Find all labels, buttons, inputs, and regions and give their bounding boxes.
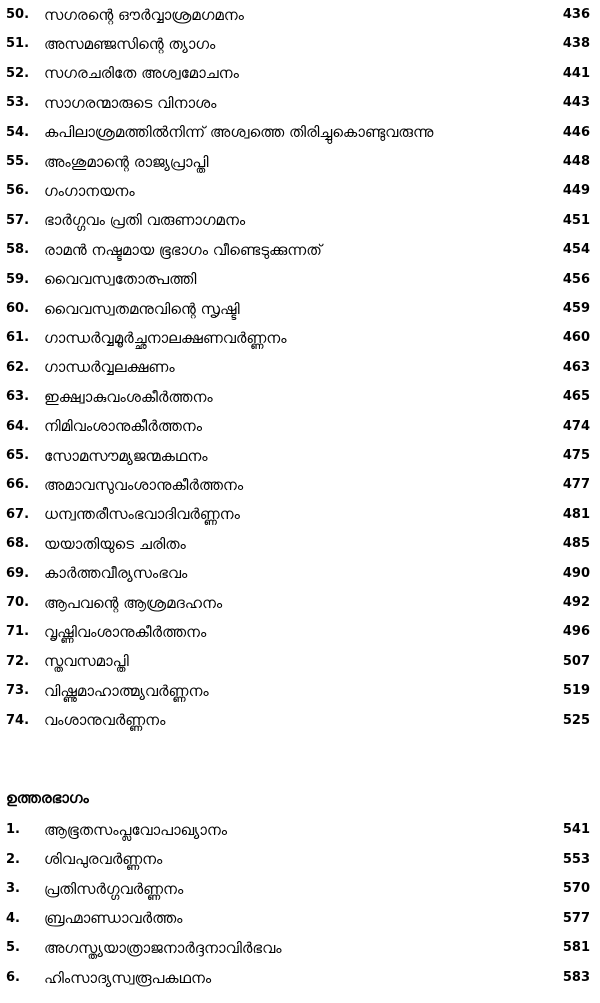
entry-number: 51.: [6, 36, 30, 52]
entry-page-number: 570: [562, 881, 590, 897]
entry-number: 59.: [6, 271, 30, 287]
entry-title: വൃഷ്ണിവംശാനുകീർത്തനം: [44, 622, 207, 641]
toc-entry: [0, 529, 600, 558]
toc-entry: [0, 382, 600, 411]
entry-page-number: 448: [562, 154, 590, 169]
entry-number: 52.: [6, 65, 30, 81]
entry-page-number: 454: [562, 242, 590, 258]
toc-entry: [0, 59, 600, 88]
toc-entry: [0, 676, 600, 705]
entry-page-number: 463: [562, 359, 590, 375]
entry-number: 73.: [6, 683, 30, 699]
entry-title: സഗരന്റെ ഔർവ്വാശ്രമഗമനം: [44, 5, 244, 24]
entry-number: 71.: [6, 624, 30, 640]
entry-number: 64.: [6, 418, 30, 434]
toc-entry: [0, 647, 600, 676]
toc-entry: [0, 176, 600, 205]
entry-page-number: 449: [562, 183, 590, 199]
entry-page-number: 456: [562, 271, 590, 287]
entry-title: ഭാർഗ്ഗവം പ്രതി വരുണാഗമനം: [44, 211, 246, 230]
entry-page-number: 460: [562, 330, 590, 346]
entry-number: 55.: [6, 154, 30, 169]
entry-page-number: 481: [562, 506, 590, 522]
entry-title: അമാവസുവംശാനുകീർത്തനം: [44, 475, 244, 494]
toc-entry: [0, 235, 600, 264]
entry-page-number: 492: [562, 595, 590, 610]
entry-page-number: 443: [562, 95, 590, 111]
entry-number: 53.: [6, 95, 30, 111]
entry-title: വൈവസ്വതമനുവിന്റെ സൃഷ്ടി: [44, 299, 240, 318]
entry-page-number: 553: [562, 851, 590, 867]
entry-title: കപിലാശ്രമത്തിൽനിന്ന് അശ്വത്തെ തിരിച്ചുകൊണ്ടുവരുന്നു: [44, 123, 434, 142]
entry-title: ധന്വന്തരീസംഭവാദിവർണ്ണനം: [44, 505, 240, 524]
entry-page-number: 525: [562, 712, 590, 728]
toc-entry: [0, 588, 600, 617]
entry-number: 3.: [6, 881, 20, 897]
toc-entry: [0, 706, 600, 735]
entry-number: 57.: [6, 212, 30, 228]
entry-page-number: 477: [562, 477, 590, 493]
entry-title: ശിവപുരവർണ്ണനം: [44, 850, 163, 869]
entry-page-number: 451: [562, 212, 590, 228]
toc-entry: [0, 441, 600, 470]
entry-title: അംശുമാന്റെ രാജ്യപ്രാപ്തി: [44, 152, 209, 171]
entry-number: 66.: [6, 477, 30, 493]
entry-page-number: 446: [562, 124, 590, 140]
entry-page-number: 438: [562, 36, 590, 52]
entry-title: സഗരചരിതേ അശ്വമോചനം: [44, 64, 239, 83]
entry-title: അസമഞ്ജസിന്റെ ത്യാഗം: [44, 34, 216, 53]
entry-number: 65.: [6, 448, 30, 463]
entry-number: 2.: [6, 851, 20, 867]
entry-title: ആപവന്റെ ആശ്രമദഹനം: [44, 593, 223, 612]
toc-entry: [0, 147, 600, 176]
toc-entry: [0, 118, 600, 147]
entry-title: ഇക്ഷ്വാകുവംശകീർത്തനം: [44, 387, 213, 406]
entry-title: സോമസൗമ്യജന്മകഥനം: [44, 446, 208, 465]
entry-title: പ്രതിസർഗ്ഗവർണ്ണനം: [44, 879, 184, 898]
toc-entry: [0, 815, 600, 844]
entry-number: 70.: [6, 595, 30, 610]
entry-title: വൈവസ്വതോത്പത്തി: [44, 270, 197, 289]
entry-title: ബ്രഹ്മാണ്ഡാവർത്തം: [44, 909, 183, 928]
toc-entry: [0, 294, 600, 323]
entry-title: ഗാന്ധർവ്വമൂർച്ഛനാലക്ഷണവർണ്ണനം: [44, 328, 287, 347]
entry-title: ആഭൂതസംപ്ലവോപാഖ്യാനം: [44, 820, 228, 839]
entry-number: 63.: [6, 389, 30, 405]
toc-entry: [0, 617, 600, 646]
entry-title: നിമിവംശാനുകീർത്തനം: [44, 417, 202, 436]
entry-page-number: 507: [562, 653, 590, 669]
toc-entry: [0, 559, 600, 588]
entry-page-number: 519: [562, 683, 590, 699]
entry-page-number: 465: [562, 389, 590, 405]
toc-entry: [0, 88, 600, 117]
entry-title: സാഗരന്മാരുടെ വിനാശം: [44, 93, 217, 112]
entry-number: 74.: [6, 712, 30, 728]
entry-number: 58.: [6, 242, 30, 258]
entry-page-number: 441: [562, 65, 590, 81]
entry-page-number: 490: [562, 565, 590, 581]
entry-title: വിഷ്ണുമാഹാത്മ്യവർണ്ണനം: [44, 681, 209, 700]
entry-number: 4.: [6, 910, 20, 926]
entry-page-number: 475: [562, 448, 590, 463]
toc-entry: [0, 323, 600, 352]
entry-title: ഗംഗാനയനം: [44, 181, 135, 200]
entry-number: 54.: [6, 124, 30, 140]
entry-title: വംശാനുവർണ്ണനം: [44, 711, 166, 730]
entry-title: ഗാന്ധർവ്വലക്ഷണം: [44, 358, 175, 377]
toc-entry: [0, 470, 600, 499]
entry-page-number: 496: [562, 624, 590, 640]
entry-number: 60.: [6, 301, 30, 316]
entry-number: 1.: [6, 822, 20, 837]
entry-number: 56.: [6, 183, 30, 199]
entry-number: 67.: [6, 506, 30, 522]
entry-page-number: 577: [562, 910, 590, 926]
entry-title: സ്തവസമാപ്തി: [44, 652, 129, 671]
entry-page-number: 459: [562, 301, 590, 316]
entry-number: 72.: [6, 653, 30, 669]
entry-page-number: 436: [562, 7, 590, 22]
toc-entry: [0, 412, 600, 441]
section-heading: ഉത്തരഭാഗം: [6, 789, 89, 807]
entry-page-number: 485: [562, 536, 590, 552]
toc-entry: [0, 29, 600, 58]
entry-page-number: 581: [562, 940, 590, 956]
entry-number: 50.: [6, 7, 30, 22]
entry-number: 68.: [6, 536, 30, 552]
entry-title: കാർത്തവീര്യസംഭവം: [44, 564, 188, 583]
toc-entry: [0, 845, 600, 874]
toc-entry: [0, 206, 600, 235]
entry-number: 69.: [6, 565, 30, 581]
entry-title: രാമൻ നഷ്ടമായ ഭൂഭാഗം വീണ്ടെടുക്കുന്നത്: [44, 240, 322, 259]
entry-title: അഗസ്ത്യയാത്രാജനാർദ്ദനാവിർഭവം: [44, 938, 282, 957]
entry-number: 61.: [6, 330, 30, 346]
entry-page-number: 474: [562, 418, 590, 434]
entry-title: ഹിംസാദ്യസ്വരൂപകഥനം: [44, 968, 212, 987]
entry-number: 6.: [6, 970, 20, 985]
entry-page-number: 541: [562, 822, 590, 837]
toc-entry: [0, 353, 600, 382]
toc-entry: [0, 933, 600, 962]
toc-entry: [0, 0, 600, 29]
entry-page-number: 583: [562, 970, 590, 985]
entry-title: യയാതിയുടെ ചരിതം: [44, 534, 186, 553]
entry-number: 5.: [6, 940, 20, 956]
toc-entry: [0, 904, 600, 933]
toc-entry: [0, 963, 600, 992]
toc-entry: [0, 874, 600, 903]
entry-number: 62.: [6, 359, 30, 375]
toc-entry: [0, 265, 600, 294]
toc-entry: [0, 500, 600, 529]
